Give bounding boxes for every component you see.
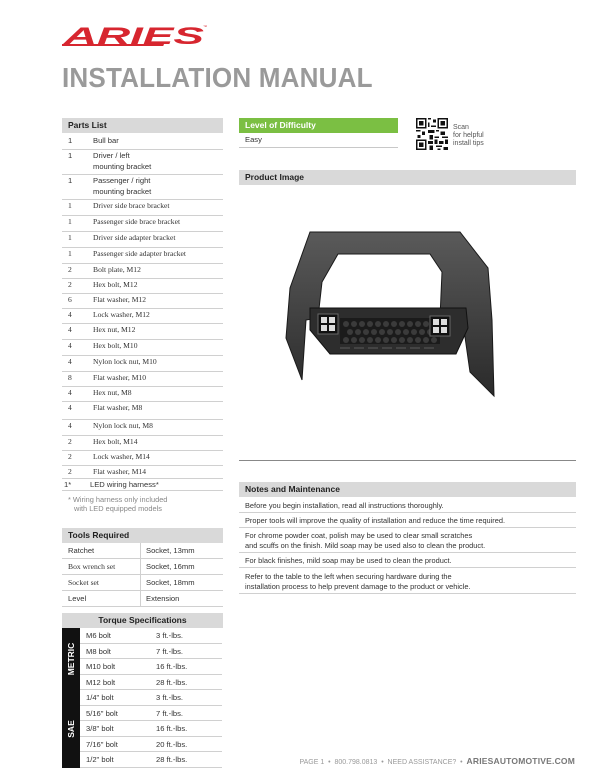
bull-bar-product-image — [280, 220, 500, 398]
part-description: Nylon lock nut, M8 — [93, 421, 153, 430]
part-qty: 1 — [68, 233, 72, 242]
torque-row — [80, 644, 222, 660]
tool-name: Level — [68, 594, 87, 603]
parts-row — [62, 479, 223, 491]
part-description: Hex bolt, M12 — [93, 280, 138, 289]
part-description: mounting bracket — [93, 162, 152, 171]
part-description: Passenger side brace bracket — [93, 217, 181, 226]
tool-name: Ratchet — [68, 546, 95, 555]
part-description: Passenger side adapter bracket — [93, 249, 186, 258]
part-qty: 2 — [68, 452, 72, 461]
part-qty: 4 — [68, 421, 72, 430]
torque-row — [80, 737, 222, 753]
part-qty: 1 — [68, 136, 73, 145]
divider — [239, 460, 576, 461]
part-qty: 8 — [68, 373, 72, 382]
part-description: mounting bracket — [93, 187, 152, 196]
bolt-size: 1/2" bolt — [86, 755, 114, 764]
note-line: Before you begin installation, read all instructions thoroughly. — [245, 501, 444, 510]
note-item — [239, 513, 576, 528]
part-description: Driver side adapter bracket — [93, 233, 176, 242]
column-divider — [140, 575, 141, 591]
note-item — [239, 498, 576, 513]
part-qty: 6 — [68, 295, 72, 304]
note-line: Proper tools will improve the quality of installation and reduce the time required. — [245, 516, 506, 525]
parts-row — [62, 420, 223, 436]
torque-value: 20 ft.-lbs. — [156, 739, 188, 749]
part-qty: 4 — [68, 403, 72, 412]
wiring-harness-note: * Wiring harness only included with LED equipped models — [68, 495, 168, 513]
torque-row — [80, 690, 222, 706]
part-qty: 1 — [68, 176, 73, 185]
part-qty: 4 — [68, 325, 72, 334]
part-qty: 2 — [68, 467, 72, 476]
part-description: Driver / left — [93, 151, 130, 160]
part-qty: 2 — [68, 280, 72, 289]
parts-row — [62, 279, 223, 294]
torque-row — [80, 706, 222, 722]
torque-value: 28 ft.-lbs. — [156, 755, 188, 764]
note-item — [239, 569, 576, 594]
tools-row — [62, 575, 223, 591]
torque-row — [80, 675, 222, 691]
sae-label: SAE — [62, 690, 80, 768]
bolt-size: 5/16" bolt — [86, 708, 118, 718]
note-item — [239, 528, 576, 553]
part-qty: 1* — [64, 480, 72, 489]
part-qty: 1 — [68, 249, 72, 258]
part-qty: 1 — [68, 151, 73, 160]
part-description: Bolt plate, M12 — [93, 265, 141, 274]
note-line: installation process to help prevent damage to the product or vehicle. — [245, 582, 471, 591]
parts-list-header: Parts List — [62, 118, 223, 133]
parts-row — [62, 216, 223, 232]
part-description: Hex nut, M8 — [93, 388, 132, 397]
parts-row — [62, 309, 223, 324]
column-divider — [140, 591, 141, 607]
part-qty: 4 — [68, 310, 72, 319]
bolt-size: M10 bolt — [86, 662, 116, 671]
parts-row — [62, 451, 223, 466]
product-image-header: Product Image — [239, 170, 576, 185]
torque-value: 16 ft.-lbs. — [156, 724, 188, 733]
torque-value: 28 ft.-lbs. — [156, 677, 188, 687]
torque-value: 3 ft.-lbs. — [156, 631, 184, 640]
part-description: Lock washer, M14 — [93, 452, 150, 461]
parts-row — [62, 200, 223, 216]
part-qty: 2 — [68, 437, 72, 446]
note-item — [239, 553, 576, 568]
parts-row — [62, 402, 223, 420]
part-description: Hex nut, M12 — [93, 325, 136, 334]
parts-row — [62, 372, 223, 387]
tool-name: Extension — [146, 594, 180, 603]
tool-name: Socket, 16mm — [146, 562, 195, 571]
bolt-size: M8 bolt — [86, 646, 111, 656]
tool-name: Socket set — [68, 578, 100, 587]
difficulty-value: Easy — [239, 133, 398, 148]
part-description: Bull bar — [93, 136, 119, 145]
part-description: Hex bolt, M10 — [93, 341, 138, 350]
part-description: Lock washer, M12 — [93, 310, 150, 319]
parts-row — [62, 232, 223, 248]
page-title: INSTALLATION MANUAL — [62, 62, 373, 93]
aries-logo — [62, 22, 210, 52]
parts-row — [62, 340, 223, 356]
parts-row — [62, 294, 223, 309]
tool-name: Socket, 18mm — [146, 578, 195, 587]
torque-row — [80, 628, 222, 644]
bolt-size: 1/4" bolt — [86, 693, 114, 702]
bolt-size: 3/8" bolt — [86, 724, 114, 733]
part-qty: 4 — [68, 341, 72, 350]
torque-row — [80, 721, 222, 737]
torque-value: 3 ft.-lbs. — [156, 693, 184, 702]
part-description: LED wiring harness* — [90, 480, 159, 489]
part-qty: 4 — [68, 388, 72, 397]
parts-row — [62, 466, 223, 479]
website-link[interactable]: ARIESAUTOMOTIVE.COM — [466, 756, 575, 766]
parts-row — [62, 186, 223, 200]
metric-label: METRIC — [62, 628, 80, 690]
tools-row — [62, 591, 223, 607]
part-qty: 1 — [68, 217, 72, 226]
part-description: Flat washer, M10 — [93, 373, 147, 382]
note-line: Refer to the table to the left when securing hardware during the — [245, 572, 452, 581]
note-line: For black finishes, mild soap may be used to clean the product. — [245, 556, 452, 565]
notes-header: Notes and Maintenance — [239, 482, 576, 497]
tools-row — [62, 559, 223, 575]
parts-row — [62, 324, 223, 340]
part-description: Flat washer, M8 — [93, 403, 143, 412]
parts-row — [62, 387, 223, 402]
parts-row — [62, 436, 223, 451]
part-description: Flat washer, M14 — [93, 467, 147, 476]
parts-row — [62, 150, 223, 161]
torque-value: 7 ft.-lbs. — [156, 646, 184, 656]
tool-name: Box wrench set — [68, 562, 116, 571]
note-line: and scuffs on the finish. Mild soap may be used also to clean the product. — [245, 541, 486, 550]
torque-value: 16 ft.-lbs. — [156, 662, 188, 671]
bolt-size: 7/16" bolt — [86, 739, 118, 749]
torque-value: 7 ft.-lbs. — [156, 708, 184, 718]
bolt-size: M6 bolt — [86, 631, 111, 640]
parts-row — [62, 356, 223, 372]
page-footer: PAGE 1 • 800.798.0813 • NEED ASSISTANCE? • ARIESAUTOMOTIVE.COM — [299, 756, 575, 766]
torque-row — [80, 659, 222, 675]
scan-caption: Scan for helpful install tips — [453, 124, 484, 147]
part-qty: 2 — [68, 265, 72, 274]
parts-row — [62, 248, 223, 264]
tools-header: Tools Required — [62, 528, 223, 543]
part-description: Driver side brace bracket — [93, 201, 170, 210]
part-description: Nylon lock nut, M10 — [93, 357, 157, 366]
parts-row — [62, 264, 223, 279]
torque-header: Torque Specifications — [62, 613, 223, 628]
tools-row — [62, 543, 223, 559]
parts-row — [62, 161, 223, 175]
note-line: For chrome powder coat, polish may be used to clear small scratches — [245, 531, 473, 540]
parts-row — [62, 175, 223, 186]
difficulty-header: Level of Difficulty — [239, 118, 398, 133]
bolt-size: M12 bolt — [86, 677, 116, 687]
column-divider — [140, 559, 141, 575]
torque-row — [80, 752, 222, 768]
part-qty: 1 — [68, 201, 72, 210]
column-divider — [140, 543, 141, 559]
qr-code-icon[interactable] — [416, 118, 448, 150]
svg-text:™: ™ — [203, 24, 207, 29]
logo-text: ARIES — [62, 23, 205, 50]
part-description: Passenger / right — [93, 176, 151, 185]
part-description: Flat washer, M12 — [93, 295, 147, 304]
tool-name: Socket, 13mm — [146, 546, 195, 555]
parts-row — [62, 135, 223, 150]
part-description: Hex bolt, M14 — [93, 437, 138, 446]
part-qty: 4 — [68, 357, 72, 366]
